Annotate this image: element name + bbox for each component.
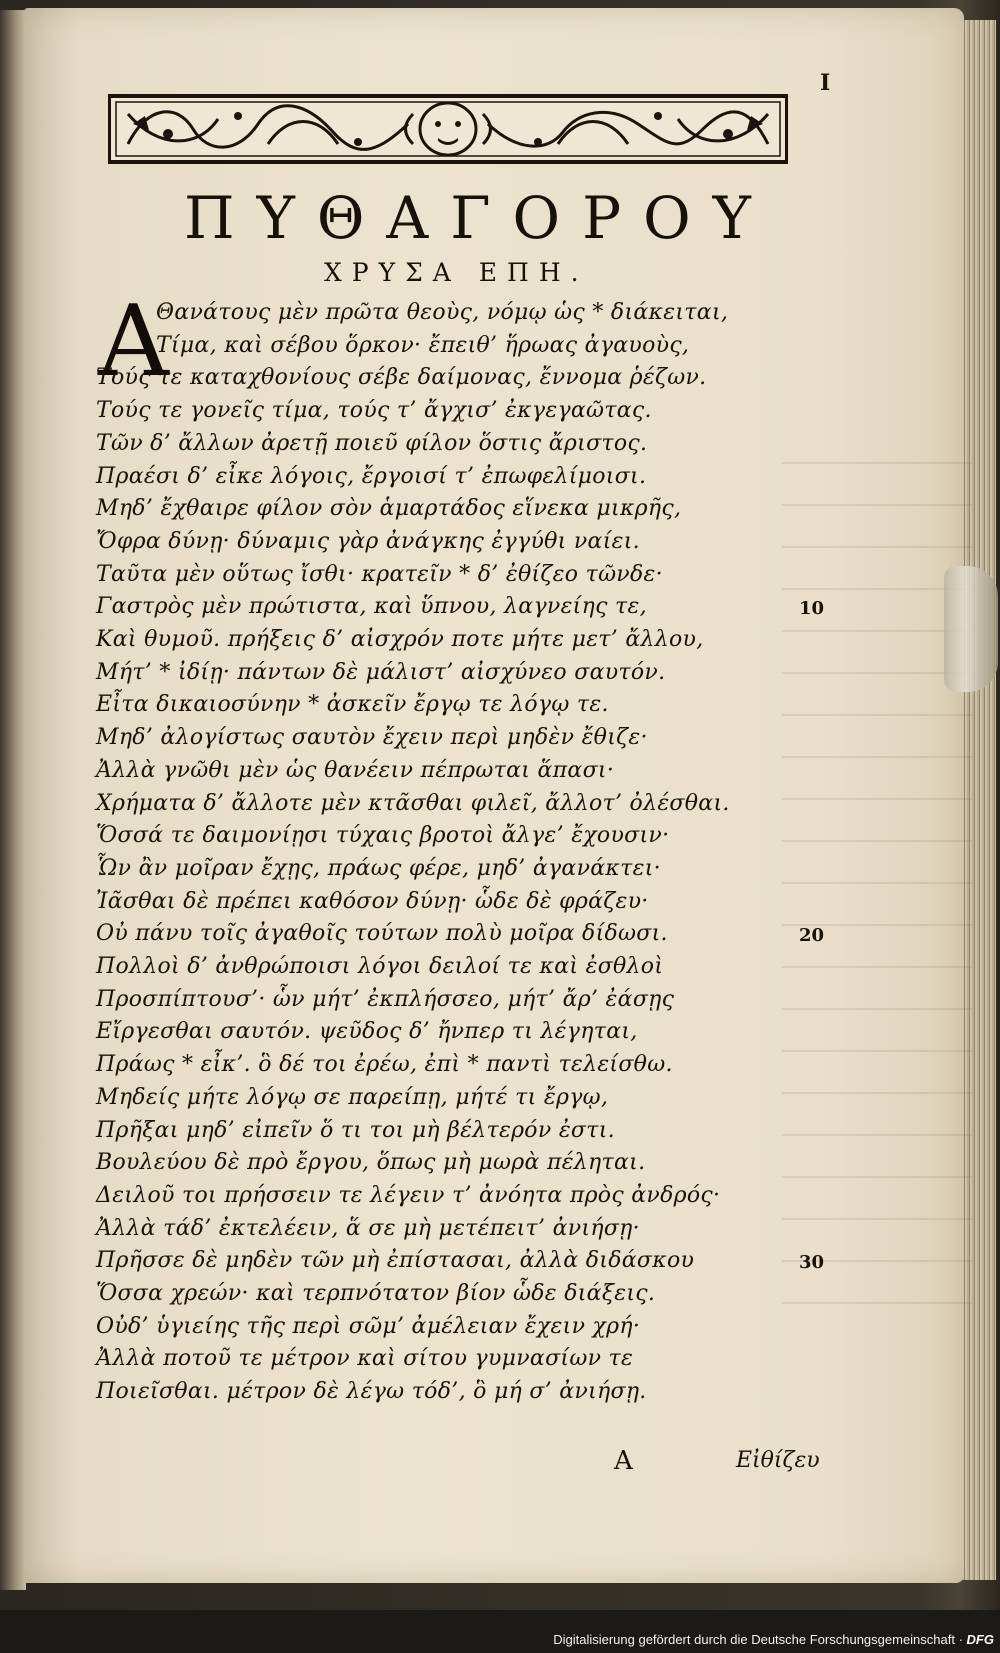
signature-mark: A: [614, 1446, 633, 1476]
verse-line: Ἀλλὰ γνῶθι μὲν ὡς θανέειν πέπρωται ἅπασι·: [96, 757, 615, 783]
verse-line: Χρήματα δ’ ἄλλοτε μὲν κτᾶσθαι φιλεῖ, ἄλλοτ’ ὀλέσθαι.: [96, 790, 730, 816]
verse-line: Ὅσσά τε δαιμονίῃσι τύχαις βροτοὶ ἄλγε’ ἔχουσιν·: [96, 823, 670, 849]
verse-line: Βουλεύου δὲ πρὸ ἔργου, ὅπως μὴ μωρὰ πέληται.: [96, 1150, 646, 1176]
verse-line: Μήτ’ * ἰδίῃ· πάντων δὲ μάλιστ’ αἰσχύνεο σαυτόν.: [96, 659, 666, 685]
verse-line: Μηδ’ ἀλογίστως σαυτὸν ἔχειν περὶ μηδὲν ἔθιζε·: [96, 725, 648, 751]
verse-line: Εἶτα δικαιοσύνην * ἀσκεῖν ἔργῳ τε λόγῳ τε.: [96, 692, 609, 718]
verse-line: Θανάτους μὲν πρῶτα θεοὺς, νόμῳ ὡς * διάκειται,: [156, 300, 729, 325]
page-clip-tab: [944, 566, 998, 692]
line-number-marker: 10: [799, 598, 825, 620]
verse-line: Πρῆσσε δὲ μηδὲν τῶν μὴ ἐπίστασαι, ἀλλὰ διδάσκου: [96, 1248, 695, 1274]
verse-line: Τούς τε καταχθονίους σέβε δαίμονας, ἔννομα ῥέζων.: [96, 365, 707, 391]
verse-line: Ἀλλὰ ποτοῦ τε μέτρον καὶ σίτου γυμνασίων τε: [96, 1346, 634, 1372]
dfg-logo: DFG: [966, 1632, 994, 1647]
verse-line: Ὅσσα χρεών· καὶ τερπνότατον βίον ὧδε διάξεις.: [96, 1281, 656, 1306]
verse-line: Οὐ πάνυ τοῖς ἀγαθοῖς τούτων πολὺ μοῖρα δίδωσι.: [96, 921, 668, 947]
verse-text-block: [24, 8, 964, 1583]
verse-line: Ἰᾶσθαι δὲ πρέπει καθόσον δύνῃ· ὧδε δὲ φράζευ·: [96, 888, 649, 914]
line-number-marker: 20: [799, 925, 825, 947]
verse-line: Εἴργεσθαι σαυτόν. ψεῦδος δ’ ἤνπερ τι λέγηται,: [96, 1019, 638, 1045]
verse-line: Τῶν δ’ ἄλλων ἀρετῇ ποιεῦ φίλον ὅστις ἄριστος.: [96, 430, 648, 456]
verse-line: Οὐδ’ ὑγιείης τῆς περὶ σῶμ’ ἀμέλειαν ἔχειν χρή·: [96, 1313, 641, 1339]
book-page: [24, 8, 964, 1583]
verse-line: Ὧν ἂν μοῖραν ἔχῃς, πράως φέρε, μηδ’ ἀγανάκτει·: [96, 855, 661, 881]
digitization-credit: [553, 1632, 994, 1647]
verse-line: Μηδείς μήτε λόγῳ σε παρείπῃ, μήτέ τι ἔργῳ,: [96, 1084, 609, 1110]
verse-line: Μηδ’ ἔχθαιρε φίλον σὸν ἁμαρτάδος εἵνεκα μικρῆς,: [96, 496, 682, 522]
previous-page-edge: [0, 10, 26, 1590]
drop-cap: Α: [98, 285, 169, 399]
verse-line: Τούς τε γονεῖς τίμα, τούς τ’ ἄγχισ’ ἐκγεγαῶτας.: [96, 398, 652, 424]
catchword: Εἰθίζευ: [736, 1448, 820, 1473]
verse-line: Πραέσι δ’ εἶκε λόγοις, ἔργοισί τ’ ἐπωφελίμοισι.: [96, 463, 647, 489]
page-title: ΠΥΘΑΓΟΡΟΥ: [184, 184, 773, 252]
verse-line: Ταῦτα μὲν οὕτως ἴσθι· κρατεῖν * δ’ ἐθίζεο τῶνδε·: [96, 561, 663, 587]
line-number-marker: 30: [799, 1252, 825, 1274]
verse-line: Ὄφρα δύνῃ· δύναμις γὰρ ἀνάγκης ἐγγύθι ναίει.: [96, 528, 640, 554]
folio-number: I: [820, 70, 831, 96]
credit-text: Digitalisierung gefördert durch die Deutsche Forschungsgemeinschaft ·: [553, 1632, 963, 1647]
verse-line: Πράως * εἶκ’. ὃ δέ τοι ἐρέω, ἐπὶ * παντὶ τελείσθω.: [96, 1052, 673, 1078]
verse-line: Πρῆξαι μηδ’ εἰπεῖν ὅ τι τοι μὴ βέλτερόν ἐστι.: [96, 1117, 615, 1143]
verse-line: Ποιεῖσθαι. μέτρον δὲ λέγω τόδ’, ὃ μή σ’ ἀνιήσῃ.: [96, 1379, 647, 1405]
verse-line: Πολλοὶ δ’ ἀνθρώποισι λόγοι δειλοί τε καὶ ἐσθλοὶ: [96, 954, 664, 979]
page-subtitle: ΧΡΥΣΑ ΕΠΗ.: [324, 258, 589, 287]
verse-line: Ἀλλὰ τάδ’ ἐκτελέειν, ἅ σε μὴ μετέπειτ’ ἀνιήσῃ·: [96, 1215, 640, 1241]
verse-line: Δειλοῦ τοι πρήσσειν τε λέγειν τ’ ἀνόητα πρὸς ἀνδρός·: [96, 1182, 721, 1208]
verse-line: Προσπίπτουσ’· ὧν μήτ’ ἐκπλήσσεο, μήτ’ ἄρ’ ἐάσῃς: [96, 986, 675, 1012]
verse-line: Τίμα, καὶ σέβου ὅρκον· ἔπειθ’ ἥρωας ἀγαυοὺς,: [156, 332, 690, 358]
verse-line: Καὶ θυμοῦ. πρήξεις δ’ αἰσχρόν ποτε μήτε μετ’ ἄλλου,: [96, 627, 704, 652]
verse-line: Γαστρὸς μὲν πρώτιστα, καὶ ὕπνου, λαγνείης τε,: [96, 594, 647, 620]
